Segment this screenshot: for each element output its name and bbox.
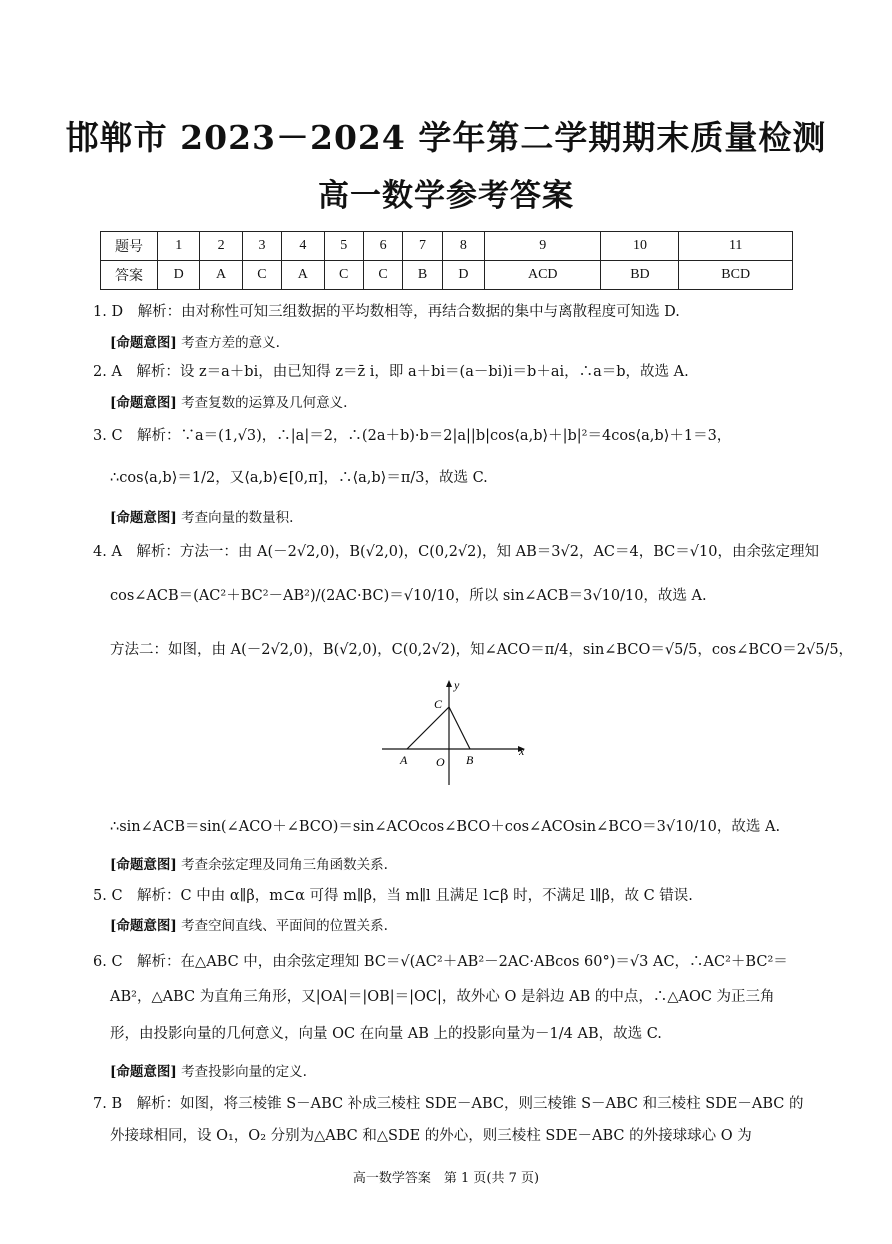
intent-tag: [命题意图] — [110, 857, 177, 873]
solution-q2: 2. A 解析：设 z＝a＋bi，由已知得 z＝z̄ i，即 a＋bi＝(a－bi)i＝b＋ai，∴a＝b，故选 A. — [93, 364, 689, 380]
intent-tag: [命题意图] — [110, 510, 177, 526]
table-cell: 6 — [363, 232, 402, 261]
table-row-answers — [101, 261, 793, 290]
page-title: 邯郸市 2023－2024 学年第二学期期末质量检测 — [65, 118, 827, 157]
table-cell: BD — [601, 261, 679, 290]
table-cell: A — [200, 261, 242, 290]
table-cell: 5 — [324, 232, 363, 261]
label-x: x — [519, 744, 525, 758]
table-cell: D — [158, 261, 200, 290]
table-cell: C — [363, 261, 402, 290]
solution-q1: 1. D 解析：由对称性可知三组数据的平均数相等，再结合数据的集中与离散程度可知选 D. — [93, 304, 680, 320]
intent-q1 — [110, 331, 280, 351]
solution-q3-cont: ∴cos⟨a,b⟩＝1/2，又⟨a,b⟩∈[0,π]，∴⟨a,b⟩＝π/3，故选 C. — [110, 470, 488, 486]
table-cell: C — [242, 261, 281, 290]
table-cell: B — [403, 261, 442, 290]
solution-q5: 5. C 解析：C 中由 α∥β，m⊂α 可得 m∥β，当 m∥l 且满足 l⊂β 时，不满足 l∥β，故 C 错误. — [93, 888, 693, 904]
table-cell: D — [442, 261, 484, 290]
intent-q4 — [110, 853, 388, 873]
intent-text: 考查投影向量的定义. — [181, 1064, 307, 1080]
intent-q3 — [110, 506, 293, 526]
intent-text: 考查复数的运算及几何意义. — [181, 395, 348, 411]
solution-q6-cont2: 形，由投影向量的几何意义，向量 OC 在向量 AB 上的投影向量为－1/4 AB，故选 C. — [110, 1026, 662, 1042]
table-cell: 3 — [242, 232, 281, 261]
table-cell: BCD — [679, 261, 793, 290]
solution-q4-formula: cos∠ACB＝(AC²＋BC²－AB²)/(2AC·BC)＝√10/10，所以 sin∠ACB＝3√10/10，故选 A. — [110, 588, 707, 604]
intent-tag: [命题意图] — [110, 918, 177, 934]
solution-q4-method2: 方法二：如图，由 A(－2√2,0)，B(√2,0)，C(0,2√2)，知∠ACO＝π/4，sin∠BCO＝√5/5，cos∠BCO＝2√5/5， — [110, 642, 854, 658]
label-b: B — [466, 753, 474, 767]
solution-q6: 6. C 解析：在△ABC 中，由余弦定理知 BC＝√(AC²＋AB²－2AC·ABcos 60°)＝√3 AC，∴AC²＋BC²＝ — [93, 954, 788, 970]
label-a: A — [400, 753, 408, 767]
segment-bc — [449, 707, 470, 749]
table-header-answer: 答案 — [101, 261, 158, 290]
coordinate-figure — [380, 677, 530, 792]
solution-q6-cont1: AB²，△ABC 为直角三角形，又|OA|＝|OB|＝|OC|，故外心 O 是斜边 AB 的中点，∴△AOC 为正三角 — [110, 989, 775, 1005]
intent-text: 考查余弦定理及同角三角函数关系. — [181, 857, 388, 873]
page-footer: 高一数学答案 第 1 页(共 7 页) — [352, 1171, 540, 1186]
solution-q7: 7. B 解析：如图，将三棱锥 S－ABC 补成三棱柱 SDE－ABC，则三棱锥 S－ABC 和三棱柱 SDE－ABC 的 — [93, 1096, 804, 1112]
solution-q7-cont: 外接球相同，设 O₁，O₂ 分别为△ABC 和△SDE 的外心，则三棱柱 SDE－ABC 的外接球球心 O 为 — [110, 1128, 752, 1144]
y-axis-arrow — [446, 680, 452, 687]
intent-tag: [命题意图] — [110, 335, 177, 351]
intent-q6 — [110, 1060, 307, 1080]
intent-text: 考查方差的意义. — [181, 335, 280, 351]
table-cell: 7 — [403, 232, 442, 261]
table-cell: 2 — [200, 232, 242, 261]
intent-tag: [命题意图] — [110, 1064, 177, 1080]
table-cell: 1 — [158, 232, 200, 261]
intent-q5 — [110, 914, 388, 934]
intent-tag: [命题意图] — [110, 395, 177, 411]
page-subtitle: 高一数学参考答案 — [318, 178, 574, 214]
table-cell: 9 — [485, 232, 601, 261]
table-cell: ACD — [485, 261, 601, 290]
table-header-number: 题号 — [101, 232, 158, 261]
table-cell: 4 — [282, 232, 324, 261]
solution-q4: 4. A 解析：方法一：由 A(－2√2,0)，B(√2,0)，C(0,2√2)，知 AB＝3√2，AC＝4，BC＝√10，由余弦定理知 — [93, 544, 819, 560]
intent-text: 考查空间直线、平面间的位置关系. — [181, 918, 388, 934]
answer-table — [100, 231, 793, 290]
segment-ac — [407, 707, 449, 749]
label-c: C — [434, 697, 443, 711]
solution-q3: 3. C 解析：∵a＝(1,√3)，∴|a|＝2，∴(2a＋b)·b＝2|a||b|cos⟨a,b⟩＋|b|²＝4cos⟨a,b⟩＋1＝3， — [93, 428, 732, 444]
intent-text: 考查向量的数量积. — [181, 510, 294, 526]
table-cell: 11 — [679, 232, 793, 261]
table-row-numbers — [101, 232, 793, 261]
table-cell: 8 — [442, 232, 484, 261]
intent-q2 — [110, 391, 347, 411]
solution-q4-conclusion: ∴sin∠ACB＝sin(∠ACO＋∠BCO)＝sin∠ACOcos∠BCO＋cos∠ACOsin∠BCO＝3√10/10，故选 A. — [110, 819, 781, 835]
label-y: y — [454, 678, 460, 692]
table-cell: C — [324, 261, 363, 290]
table-cell: A — [282, 261, 324, 290]
label-o: O — [436, 755, 445, 769]
table-cell: 10 — [601, 232, 679, 261]
